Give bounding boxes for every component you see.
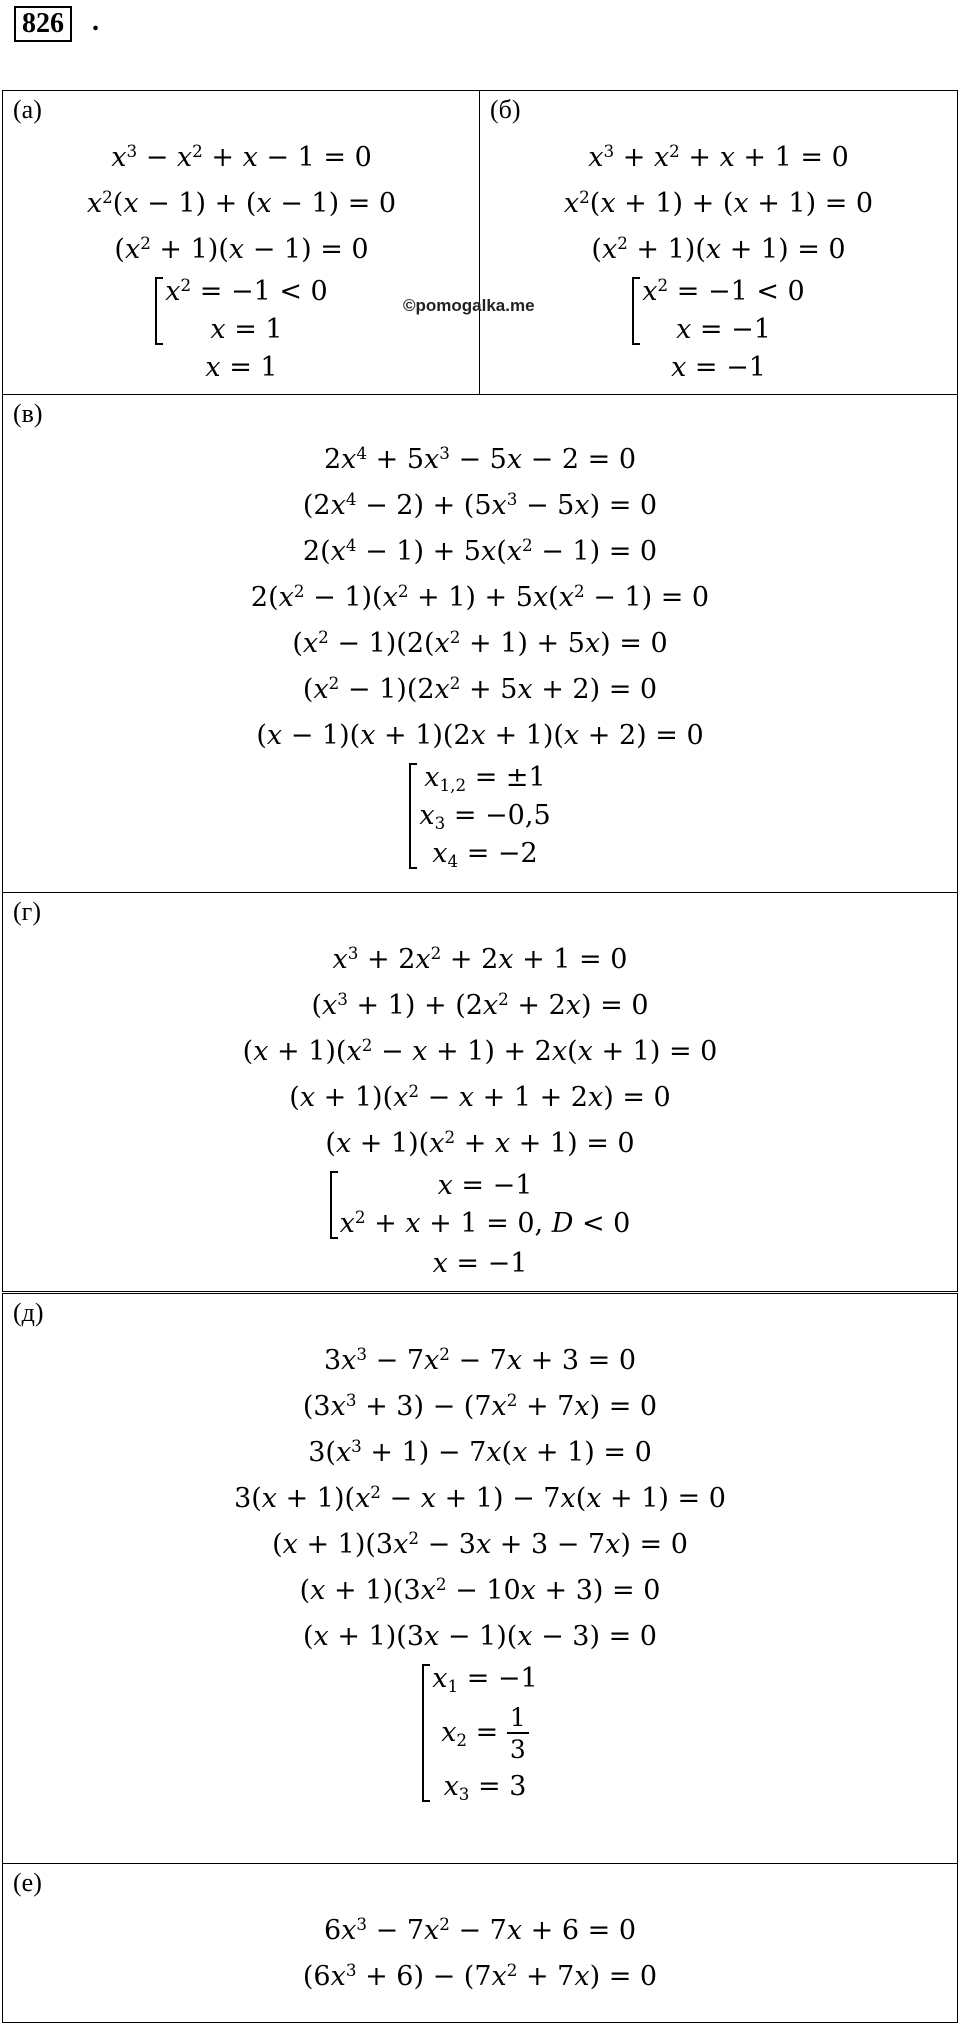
part-b-cell xyxy=(479,90,958,396)
part-b-solution xyxy=(480,135,957,387)
answer-line: x = −1 xyxy=(432,1248,528,1279)
equation-line: $2(x^4 - 1) + 5x(x^2 - 1) = 0$ xyxy=(302,534,658,567)
watermark: ©pomogalka.me xyxy=(403,296,535,315)
part-b-label: (б) xyxy=(490,95,521,124)
part-v-solution xyxy=(3,437,957,879)
part-g-label: (г) xyxy=(13,897,41,926)
part-a-label: (а) xyxy=(13,95,42,124)
part-e-solution xyxy=(3,1908,957,2000)
equation-line: $6x^3 - 7x^2 - 7x + 6 = 0$ xyxy=(323,1913,637,1946)
equation-line: $x^2(x + 1) + (x + 1) = 0$ xyxy=(563,186,874,219)
part-a-cell xyxy=(2,90,481,396)
equation-line: $x^3 - x^2 + x - 1 = 0$ xyxy=(111,140,372,173)
equation-line: $(x + 1)(x^2 - x + 1 + 2x) = 0$ xyxy=(289,1080,671,1113)
equation-line: $2(x^2 - 1)(x^2 + 1) + 5x(x^2 - 1) = 0$ xyxy=(250,580,710,613)
equation-system xyxy=(3,1167,957,1245)
system-bracket: $x^2 = -1 < 0$ x = −1 xyxy=(632,273,804,349)
equation-line: $x^3 + 2x^2 + 2x + 1 = 0$ xyxy=(332,942,628,975)
answer-line: x = −1 xyxy=(671,352,766,383)
equation-line: $3(x + 1)(x^2 - x + 1) - 7x(x + 1) = 0$ xyxy=(234,1481,726,1514)
equation-line: $(x^2 - 1)(2x^2 + 5x + 2) = 0$ xyxy=(302,672,658,705)
part-v-cell xyxy=(2,394,958,894)
equation-line: $2x^4 + 5x^3 - 5x - 2 = 0$ xyxy=(323,442,637,475)
equation-line: $(x + 1)(x^2 - x + 1) + 2x(x + 1) = 0$ xyxy=(242,1034,718,1067)
part-g-cell xyxy=(2,892,958,1292)
part-a-solution xyxy=(3,135,480,387)
equation-system xyxy=(3,1660,957,1820)
equation-line: $3(x^3 + 1) - 7x(x + 1) = 0$ xyxy=(308,1435,652,1468)
equation-system xyxy=(3,759,957,879)
fraction: $\frac{1}{3}$ xyxy=(507,1705,529,1762)
system-bracket: $x_{1,2} = \pm 1$ $x_3 = -0,5$ $x_4 = -2$ xyxy=(409,759,550,873)
system-bracket: x = −1 $x^2 + x + 1 = 0$, D < 0 xyxy=(330,1167,631,1243)
equation-line: $(x^2 + 1)(x - 1) = 0$ xyxy=(114,232,369,265)
equation-system xyxy=(480,273,957,349)
part-d-label: (д) xyxy=(13,1298,44,1327)
equation-line: $(6x^3 + 6) - (7x^2 + 7x) = 0$ xyxy=(302,1959,658,1992)
equation-line: $(x + 1)(3x^2 - 10x + 3) = 0$ xyxy=(299,1573,661,1606)
equation-line: $(2x^4 - 2) + (5x^3 - 5x) = 0$ xyxy=(302,488,658,521)
equation-line: $(x + 1)(3x^2 - 3x + 3 - 7x) = 0$ xyxy=(272,1527,688,1560)
equation-line: $(x + 1)(x^2 + x + 1) = 0$ xyxy=(325,1126,635,1159)
part-d-solution xyxy=(3,1338,957,1820)
answer-line: x = 1 xyxy=(205,352,278,383)
part-d-cell xyxy=(2,1293,958,1865)
equation-line: $(x^3 + 1) + (2x^2 + 2x) = 0$ xyxy=(311,988,649,1021)
part-g-solution xyxy=(3,937,957,1283)
equation-line: $(x^2 + 1)(x + 1) = 0$ xyxy=(591,232,846,265)
system-bracket: $x^2 = -1 < 0$ x = 1 xyxy=(155,273,327,349)
part-e-label: (е) xyxy=(13,1868,42,1897)
equation-line: $x^3 + x^2 + x + 1 = 0$ xyxy=(588,140,849,173)
problem-number: 826 xyxy=(14,6,72,42)
part-e-cell xyxy=(2,1863,958,2023)
equation-line: $3x^3 - 7x^2 - 7x + 3 = 0$ xyxy=(323,1343,637,1376)
problem-number-dot: . xyxy=(92,6,99,37)
part-v-label: (в) xyxy=(13,399,43,428)
equation-line: (x + 1)(3x − 1)(x − 3) = 0 xyxy=(303,1621,657,1652)
equation-line: $(x^2 - 1)(2(x^2 + 1) + 5x) = 0$ xyxy=(292,626,668,659)
equation-line: (x − 1)(x + 1)(2x + 1)(x + 2) = 0 xyxy=(256,720,704,751)
equation-line: $(3x^3 + 3) - (7x^2 + 7x) = 0$ xyxy=(302,1389,658,1422)
equation-line: $x^2(x - 1) + (x - 1) = 0$ xyxy=(86,186,397,219)
system-bracket: $x_1 = -1$ $x_2$ = $\frac{1}{3}$ $x_3 = 3$ xyxy=(422,1660,537,1806)
